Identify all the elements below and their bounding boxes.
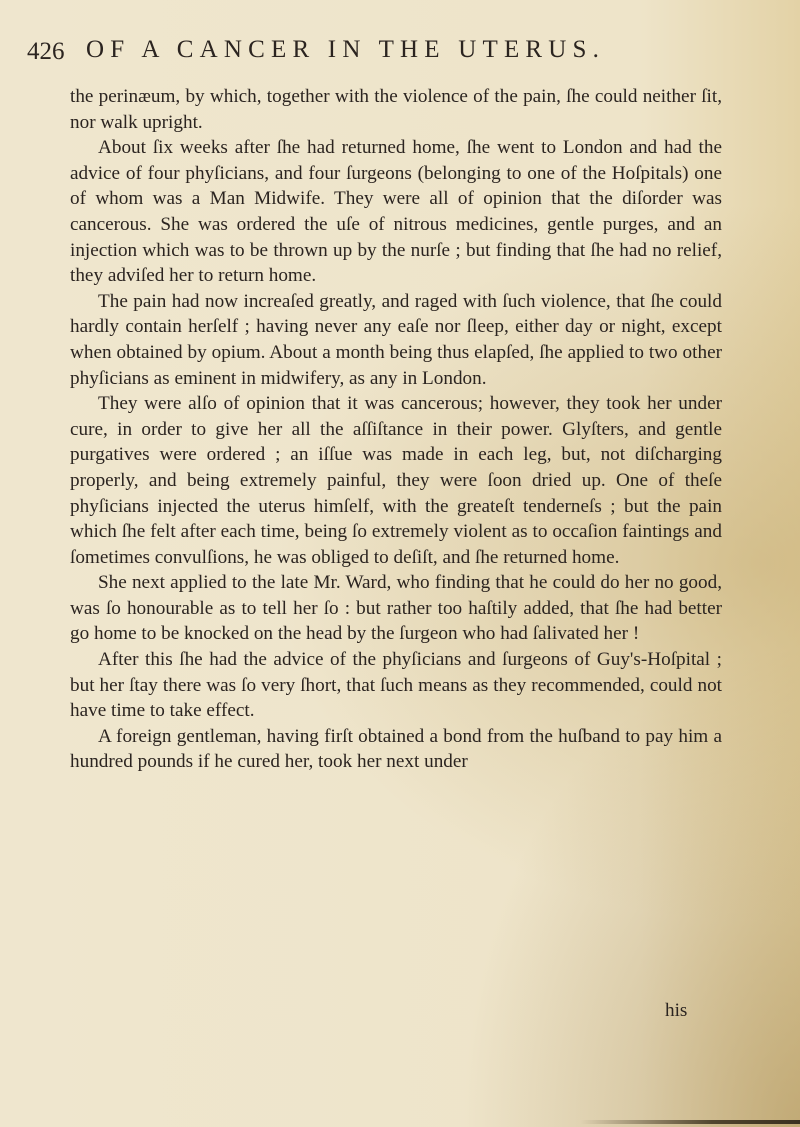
body-text — [70, 84, 722, 775]
paragraph: the perinæum, by which, together with the violence of the pain, ſhe could neither ſit, nor walk upright. — [70, 86, 722, 133]
paragraph: The pain had now increaſed greatly, and raged with ſuch violence, that ſhe could hardly contain herſelf ; having never any eaſe nor ſleep, either day or night, except when obtained by opium. About a month being thus elapſed, ſhe applied to two other phyſicians as eminent in midwifery, as any in London. — [70, 290, 722, 389]
running-head: OF A CANCER IN THE UTERUS. — [86, 36, 606, 63]
paragraph: A foreign gentleman, having firſt obtained a bond from the huſband to pay him a hundred pounds if he cured her, took her next under — [70, 725, 722, 773]
paragraph: About ſix weeks after ſhe had returned home, ſhe went to London and had the advice of four phyſicians, and four ſurgeons (belonging to one of the Hoſpitals) one of whom was a Man Midwife. They were all of opinion that the diſorder was cancerous. She was ordered the uſe of nitrous medicines, gentle purges, and an injection which was to be thrown up by the nurſe ; but finding that ſhe had no relief, they adviſed her to return home. — [70, 137, 722, 287]
catchword: his — [665, 1000, 688, 1021]
paragraph: They were alſo of opinion that it was cancerous; however, they took her under cure, in order to give her all the aſſiſtance in their power. Glyſters, and gentle purgatives were ordered ; an iſſue was made in each leg, but, not diſcharging properly, and being extremely painful, they were ſoon dried up. One of theſe phyſicians injected the uterus himſelf, with the greateſt tenderneſs ; but the pain which ſhe felt after each time, being ſo extremely violent as to occaſion faintings and ſometimes convulſions, he was obliged to deſiſt, and ſhe returned home. — [70, 393, 722, 568]
page-edge-shadow — [580, 1120, 800, 1124]
page-number: 426 — [27, 38, 65, 65]
paragraph: She next applied to the late Mr. Ward, who finding that he could do her no good, was ſo honourable as to tell her ſo : but rather too haſtily added, that ſhe had better go home to be knocked on the head by the ſurgeon who had ſalivated her ! — [70, 572, 722, 645]
paragraph: After this ſhe had the advice of the phyſicians and ſurgeons of Guy's-Hoſpital ; but her ſtay there was ſo very ſhort, that ſuch means as they recommended, could not have time to take effect. — [70, 649, 722, 722]
